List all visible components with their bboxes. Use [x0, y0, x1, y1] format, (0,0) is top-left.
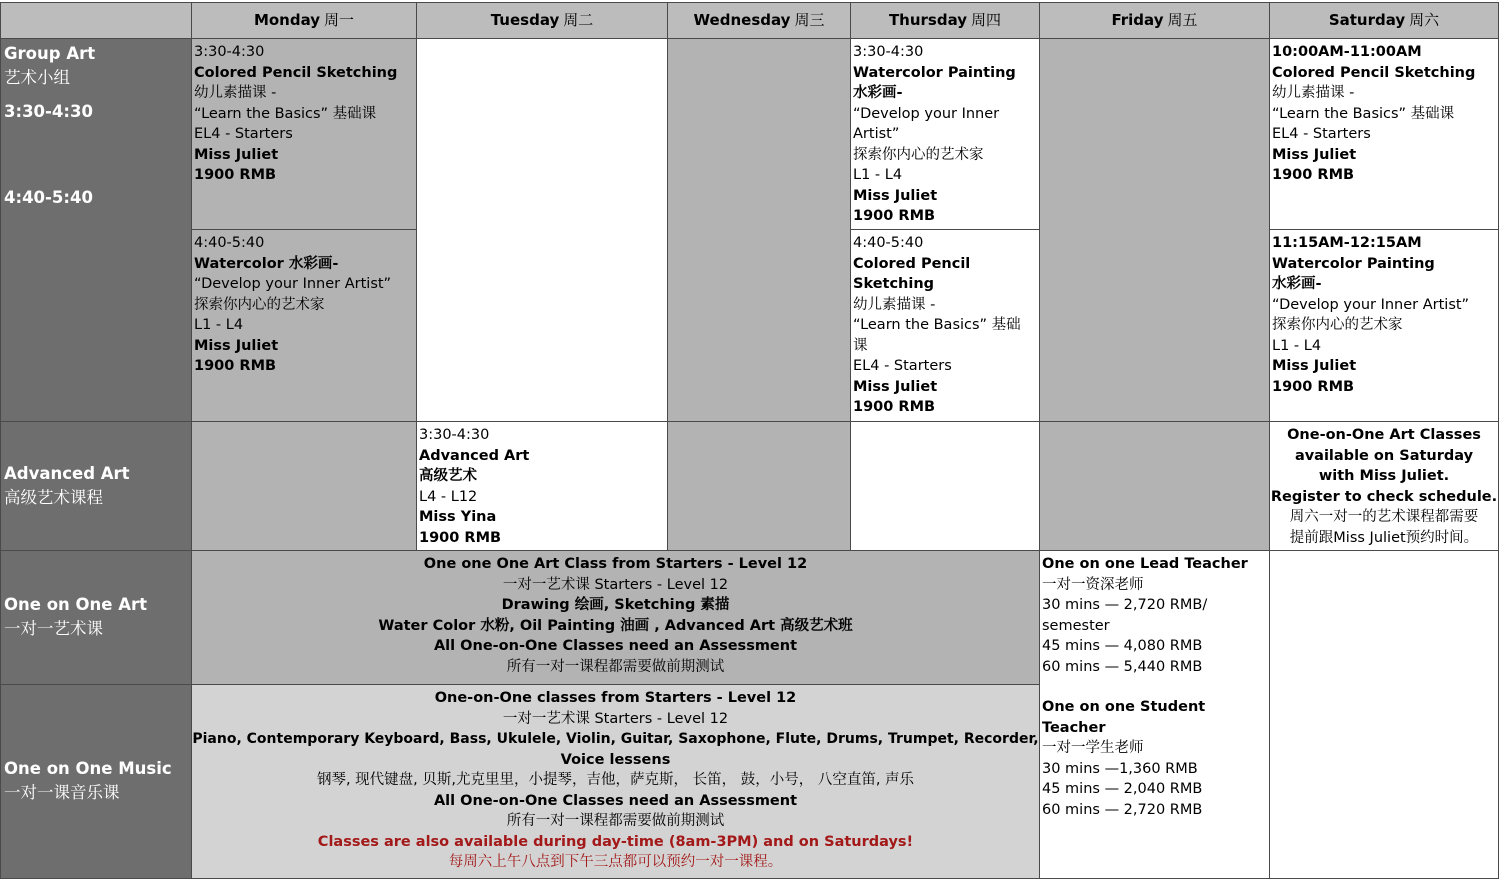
- class-teacher: Miss Juliet: [194, 337, 279, 354]
- saturday-one-on-one-notice: [1270, 422, 1499, 551]
- class-zh: 水彩画-: [853, 85, 903, 101]
- row-title-zh: 艺术小组: [4, 68, 70, 87]
- class-time: 4:40-5:40: [194, 235, 265, 251]
- lead-price-45: 45 mins — 4,080 RMB: [1042, 638, 1203, 654]
- empty-cell-fri-advanced: [1040, 422, 1270, 551]
- info-line-5: 钢琴, 现代键盘, 贝斯,尤克里里，小提琴，吉他，萨克斯， 长笛， 鼓，小号， 八空直笛, 声乐: [316, 772, 915, 788]
- class-zh: 幼儿素描课 -: [853, 296, 936, 313]
- header-monday: [192, 2, 417, 39]
- class-time: 10:00AM-11:00AM: [1272, 44, 1422, 60]
- class-course: Advanced Art: [419, 447, 530, 464]
- friday-pricing: [1040, 551, 1270, 879]
- header-friday: [1040, 2, 1270, 39]
- class-course: Watercolor Painting: [1272, 255, 1435, 272]
- class-subtitle-b: 课: [853, 337, 868, 354]
- student-teacher-zh: 一对一学生老师: [1042, 740, 1144, 756]
- empty-cell-fri-group: [1040, 39, 1270, 422]
- student-teacher-title-a: One on one Student: [1042, 699, 1206, 715]
- row-title-zh: 一对一艺术课: [4, 619, 103, 638]
- class-cell-mon-2: [192, 230, 417, 422]
- lead-price-30-b: semester: [1042, 617, 1110, 634]
- row-header-group-art: [0, 39, 192, 422]
- class-subtitle: “Learn the Basics” 基础课: [194, 105, 377, 122]
- header-tuesday-zh: 周二: [563, 11, 594, 30]
- row-header-one-on-one-music: [0, 685, 192, 879]
- class-cell-thu-1: [851, 39, 1040, 230]
- class-teacher: Miss Yina: [419, 509, 497, 525]
- info-line-9: 每周六上午八点到下午三点都可以预约一对一课程。: [448, 854, 783, 870]
- class-course: Colored Pencil Sketching: [194, 64, 398, 81]
- lead-teacher-zh: 一对一资深老师: [1042, 576, 1144, 593]
- class-course: Colored Pencil Sketching: [1272, 64, 1476, 81]
- class-cell-tue-advanced: [417, 422, 668, 551]
- notice-line-5: 周六一对一的艺术课程都需要: [1289, 509, 1479, 525]
- lead-price-60: 60 mins — 5,440 RMB: [1042, 658, 1203, 675]
- class-subtitle: “Learn the Basics” 基础课: [1272, 105, 1455, 122]
- class-time: 3:30-4:30: [419, 427, 490, 443]
- class-price: 1900 RMB: [1272, 167, 1355, 183]
- info-line-3: Piano, Contemporary Keyboard, Bass, Ukulele, Violin, Guitar, Saxophone, Flute, Drums, Trumpet, Recorder,: [192, 731, 1039, 747]
- info-line-3: Drawing 绘画, Sketching 素描: [501, 597, 730, 613]
- lead-price-30-a: 30 mins — 2,720 RMB/: [1042, 597, 1208, 613]
- class-level: EL4 - Starters: [1272, 126, 1371, 142]
- info-line-1: One-on-One classes from Starters - Level 12: [434, 690, 797, 706]
- class-course-a: Colored Pencil: [853, 255, 971, 272]
- class-level: L4 - L12: [419, 488, 478, 505]
- info-line-4: Water Color 水粉, Oil Painting 油画 , Advanced Art 高级艺术班: [378, 617, 853, 634]
- class-teacher: Miss Juliet: [1272, 358, 1357, 374]
- header-thursday-zh: 周四: [971, 11, 1002, 30]
- class-level: EL4 - Starters: [853, 358, 952, 374]
- class-price: 1900 RMB: [419, 529, 502, 546]
- class-cell-thu-2: [851, 230, 1040, 422]
- class-time: 11:15AM-12:15AM: [1272, 235, 1422, 251]
- class-subtitle-a: “Learn the Basics” 基础: [853, 317, 1021, 333]
- class-price: 1900 RMB: [1272, 378, 1355, 395]
- class-zh2: 探索你内心的艺术家: [853, 146, 984, 163]
- class-subtitle: “Develop your Inner Artist”: [194, 276, 392, 292]
- header-tuesday: [417, 2, 668, 39]
- info-line-1: One one One Art Class from Starters - Level 12: [423, 556, 808, 572]
- header-friday-en: Friday: [1111, 11, 1164, 30]
- row-time-2: 4:40-5:40: [4, 188, 93, 207]
- info-line-2: 一对一艺术课 Starters - Level 12: [502, 710, 729, 727]
- row-header-advanced-art: [0, 422, 192, 551]
- class-price: 1900 RMB: [194, 358, 277, 374]
- class-zh: 探索你内心的艺术家: [194, 296, 325, 313]
- info-line-7: 所有一对一课程都需要做前期测试: [506, 813, 725, 829]
- class-level: L1 - L4: [853, 167, 903, 183]
- info-line-2: 一对一艺术课 Starters - Level 12: [502, 576, 729, 593]
- row-time-1: 3:30-4:30: [4, 102, 93, 121]
- class-cell-sat-1: [1270, 39, 1499, 230]
- row-title-en: Advanced Art: [4, 464, 130, 483]
- header-wednesday-en: Wednesday: [693, 11, 791, 30]
- class-cell-mon-1: [192, 39, 417, 230]
- header-tuesday-en: Tuesday: [490, 11, 560, 30]
- row-title-zh: 一对一课音乐课: [4, 783, 120, 802]
- class-price: 1900 RMB: [194, 167, 277, 183]
- header-wednesday: [668, 2, 851, 39]
- class-teacher: Miss Juliet: [853, 378, 938, 395]
- class-zh: 幼儿素描课 -: [194, 85, 277, 101]
- one-on-one-art-info: [192, 551, 1040, 685]
- info-line-8: Classes are also available during day-time (8am-3PM) and on Saturdays!: [317, 833, 914, 850]
- student-teacher-title-b: Teacher: [1042, 719, 1106, 736]
- class-price: 1900 RMB: [853, 399, 936, 415]
- class-teacher: Miss Juliet: [853, 187, 938, 204]
- notice-line-3: with Miss Juliet.: [1318, 468, 1450, 484]
- empty-cell-mon-advanced: [192, 422, 417, 551]
- student-price-30: 30 mins —1,360 RMB: [1042, 760, 1198, 777]
- class-cell-sat-2: [1270, 230, 1499, 422]
- class-course-b: Sketching: [853, 276, 935, 292]
- row-header-one-on-one-art: [0, 551, 192, 685]
- class-teacher: Miss Juliet: [1272, 146, 1357, 163]
- header-friday-zh: 周五: [1167, 11, 1198, 30]
- header-monday-zh: 周一: [324, 11, 355, 30]
- class-time: 4:40-5:40: [853, 235, 924, 251]
- empty-cell-wed-group: [668, 39, 851, 422]
- header-monday-en: Monday: [253, 11, 321, 30]
- class-subtitle: “Develop your Inner Artist”: [1272, 296, 1470, 313]
- class-teacher: Miss Juliet: [194, 146, 279, 163]
- info-line-5: All One-on-One Classes need an Assessment: [433, 638, 798, 654]
- class-time: 3:30-4:30: [194, 44, 265, 60]
- row-title-zh: 高级艺术课程: [4, 488, 103, 507]
- info-line-6: All One-on-One Classes need an Assessment: [433, 792, 798, 809]
- header-wednesday-zh: 周三: [794, 11, 825, 30]
- class-level: L1 - L4: [194, 317, 244, 333]
- class-course: Watercolor 水彩画-: [194, 255, 339, 272]
- header-saturday-zh: 周六: [1409, 11, 1440, 30]
- corner-cell: [0, 2, 192, 39]
- info-line-6: 所有一对一课程都需要做前期测试: [506, 658, 725, 675]
- row-title-en: One on One Art: [4, 595, 148, 614]
- header-saturday-en: Saturday: [1328, 11, 1406, 30]
- header-thursday-en: Thursday: [888, 11, 968, 30]
- student-price-60: 60 mins — 2,720 RMB: [1042, 801, 1203, 818]
- notice-line-4: Register to check schedule.: [1270, 488, 1498, 505]
- class-course: Watercolor Painting: [853, 64, 1016, 81]
- student-price-45: 45 mins — 2,040 RMB: [1042, 781, 1203, 797]
- empty-cell-tue-group: [417, 39, 668, 422]
- header-saturday: [1270, 2, 1499, 39]
- notice-line-6: 提前跟Miss Juliet预约时间。: [1289, 529, 1479, 546]
- empty-cell-sat-one-on-one: [1270, 551, 1499, 879]
- empty-cell-wed-advanced: [668, 422, 851, 551]
- class-level: L1 - L4: [1272, 337, 1322, 354]
- class-zh: 水彩画-: [1272, 276, 1322, 292]
- row-title-en: One on One Music: [4, 759, 172, 778]
- header-thursday: [851, 2, 1040, 39]
- class-time: 3:30-4:30: [853, 44, 924, 60]
- class-subtitle-b: Artist”: [853, 126, 900, 142]
- class-zh: 幼儿素描课 -: [1272, 85, 1355, 101]
- notice-line-1: One-on-One Art Classes: [1287, 427, 1481, 443]
- row-title-en: Group Art: [4, 44, 96, 63]
- info-line-4: Voice lessens: [560, 751, 671, 768]
- class-zh2: 探索你内心的艺术家: [1272, 317, 1403, 333]
- empty-cell-thu-advanced: [851, 422, 1040, 551]
- class-subtitle-a: “Develop your Inner: [853, 105, 1000, 122]
- one-on-one-music-info: [192, 685, 1040, 879]
- class-zh: 高级艺术: [419, 468, 477, 484]
- class-price: 1900 RMB: [853, 208, 936, 224]
- notice-line-2: available on Saturday: [1294, 447, 1474, 464]
- class-level: EL4 - Starters: [194, 126, 293, 142]
- lead-teacher-title: One on one Lead Teacher: [1042, 556, 1248, 572]
